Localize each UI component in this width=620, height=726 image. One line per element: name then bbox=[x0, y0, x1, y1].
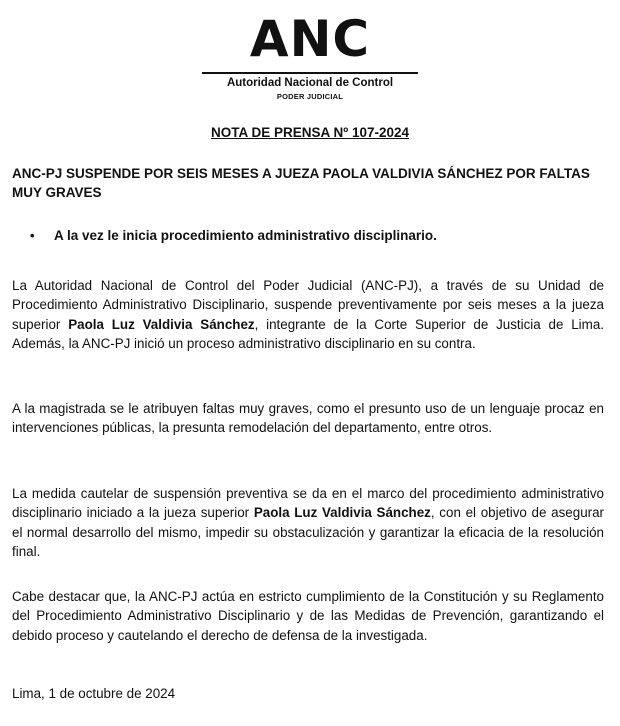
organization-name: Autoridad Nacional de Control bbox=[226, 77, 394, 89]
paragraph-3-judge-name: Paola Luz Valdivia Sánchez bbox=[253, 505, 431, 521]
bullet-point bbox=[30, 227, 590, 245]
paragraph-3-text-a: La medida cautelar de suspensión preventiva se da en el marco del procedimiento administrativo disciplinario iniciado a la jueza superior bbox=[12, 486, 604, 521]
paragraph-3-text-b: , con el objetivo de asegurar el normal desarrollo del mismo, impedir su obstaculización y garantizar la eficacia de la resolución final. bbox=[12, 505, 605, 560]
headline: ANC-PJ SUSPENDE POR SEIS MESES A JUEZA PAOLA VALDIVIA SÁNCHEZ POR FALTAS MUY GRAVES bbox=[12, 166, 590, 200]
paragraph-3 bbox=[12, 484, 604, 562]
paragraph-1-text-a: La Autoridad Nacional de Control del Poder Judicial (ANC-PJ), a través de su Unidad de Procedimiento Administrativo Disciplinario, suspende preventivamente por seis meses a la jueza superior bbox=[12, 278, 604, 332]
press-note-title: NOTA DE PRENSA Nº 107-2024 bbox=[211, 125, 409, 140]
paragraph-1-text-b: , integrante de la Corte Superior de Justicia de Lima. Además, la ANC-PJ inició un proceso administrativo disciplinario en su contra. bbox=[12, 316, 604, 352]
logo-divider bbox=[202, 72, 418, 74]
organization-subtitle: PODER JUDICIAL bbox=[276, 92, 344, 101]
date-sign-off: Lima, 1 de octubre de 2024 bbox=[12, 686, 176, 701]
bullet-text: A la vez le inicia procedimiento administrativo disciplinario. bbox=[54, 228, 437, 243]
paragraph-1-judge-name: Paola Luz Valdivia Sánchez bbox=[68, 316, 255, 332]
paragraph-4: Cabe destacar que, la ANC-PJ actúa en estricto cumplimiento de la Constitución y su Reglamento del Procedimiento Administrativo Disciplinario y de las Medidas de Prevención, garantizando el debido proceso y cautelando el derecho de defensa de la investigada. bbox=[12, 589, 604, 643]
anc-logo: ANC bbox=[249, 10, 371, 68]
paragraph-2: A la magistrada se le atribuyen faltas muy graves, como el presunto uso de un lenguaje procaz en intervenciones públicas, la presunta remodelación del departamento, entre otros. bbox=[12, 401, 604, 436]
paragraph-1 bbox=[12, 276, 604, 354]
bullet-dot-icon: • bbox=[30, 228, 35, 243]
